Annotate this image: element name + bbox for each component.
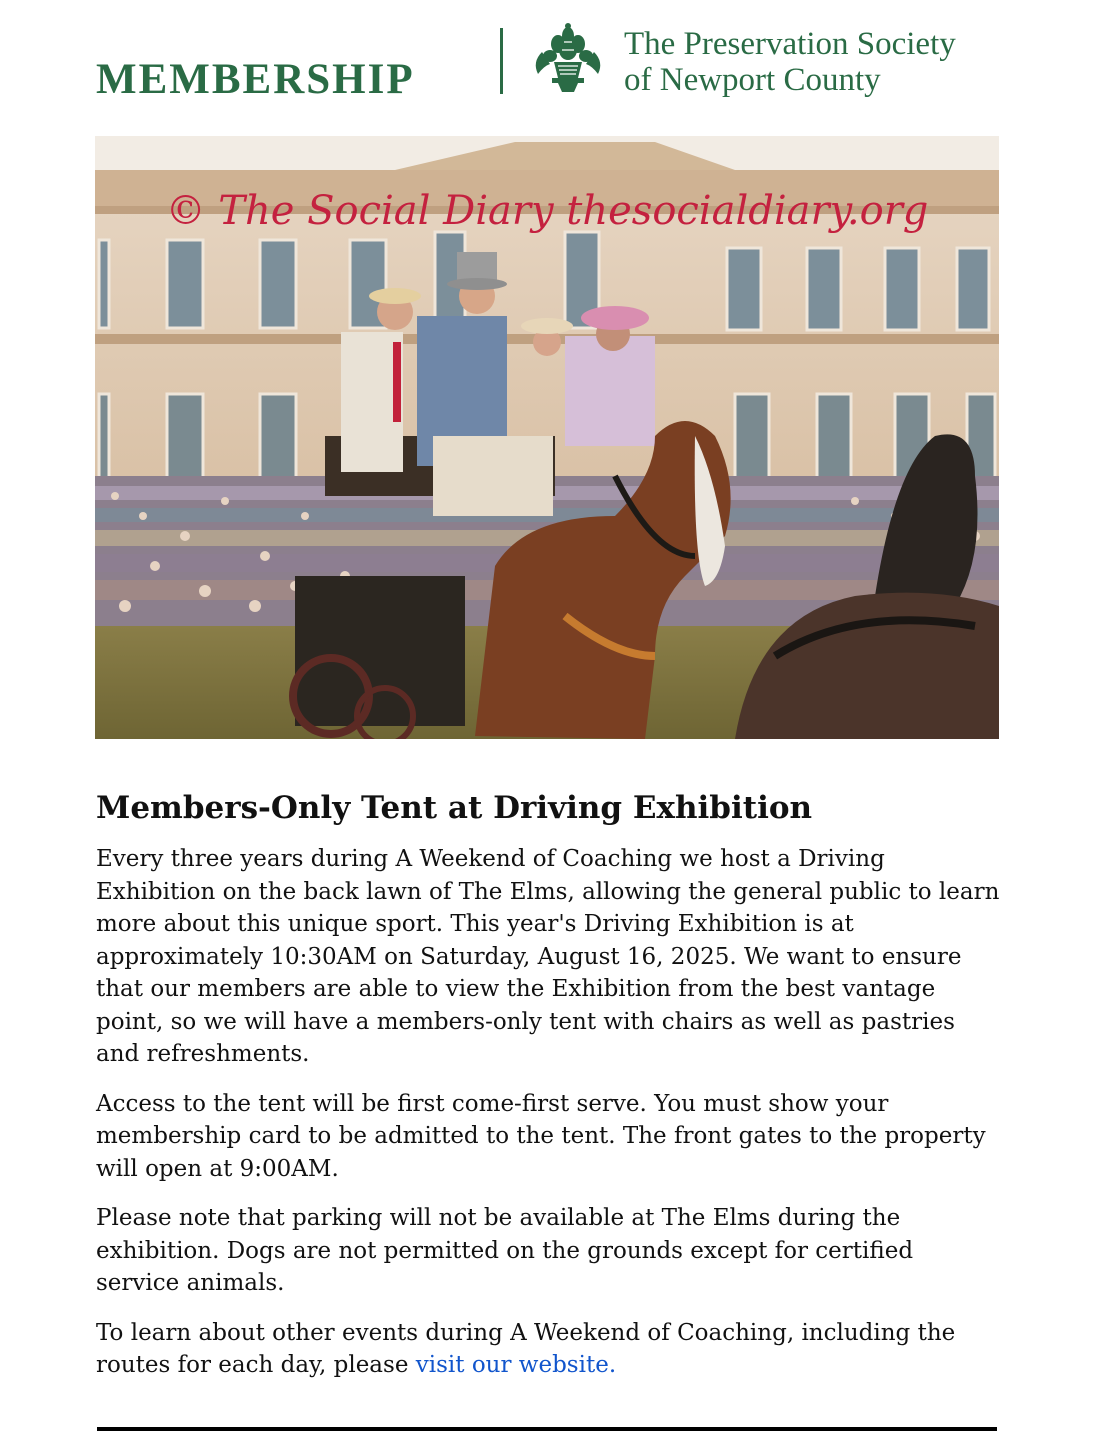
email-header bbox=[96, 22, 1000, 103]
article-body bbox=[96, 790, 1001, 1399]
article-paragraph-3: Please note that parking will not be available at The Elms during the exhibition. Dogs are not permitted on the grounds except for certified service animals. bbox=[96, 1205, 914, 1297]
society-name-line1: The Preservation Society bbox=[624, 26, 956, 62]
membership-title: MEMBERSHIP bbox=[96, 56, 415, 103]
article-paragraph-1: Every three years during A Weekend of Coaching we host a Driving Exhibition on the back lawn of The Elms, allowing the general public to learn more about this unique sport. This year's Driving Exhibition is at approximately 10:30AM on Saturday, August 16, 2025. We want to ensure that our members are able to view the Exhibition from the best vantage point, so we will have a members-only tent with chairs as well as pastries and refreshments. bbox=[96, 846, 1000, 1068]
header-divider bbox=[500, 28, 503, 94]
footer-divider bbox=[97, 1427, 997, 1431]
hero-photo bbox=[95, 136, 999, 739]
visit-website-link[interactable]: visit our website. bbox=[415, 1352, 617, 1379]
society-name bbox=[624, 26, 956, 98]
article-closing-paragraph bbox=[96, 1317, 1001, 1382]
article-heading: Members-Only Tent at Driving Exhibition bbox=[96, 790, 813, 826]
photo-watermark: © The Social Diary thesocialdiary.org bbox=[165, 188, 929, 234]
article-paragraph-2: Access to the tent will be first come-first serve. You must show your membership card to be admitted to the tent. The front gates to the property will open at 9:00AM. bbox=[96, 1090, 986, 1182]
closing-text: To learn about other events during A Weekend of Coaching, including the routes for each day, please bbox=[96, 1319, 956, 1379]
society-logo-icon bbox=[528, 22, 608, 94]
society-name-line2: of Newport County bbox=[624, 62, 881, 98]
